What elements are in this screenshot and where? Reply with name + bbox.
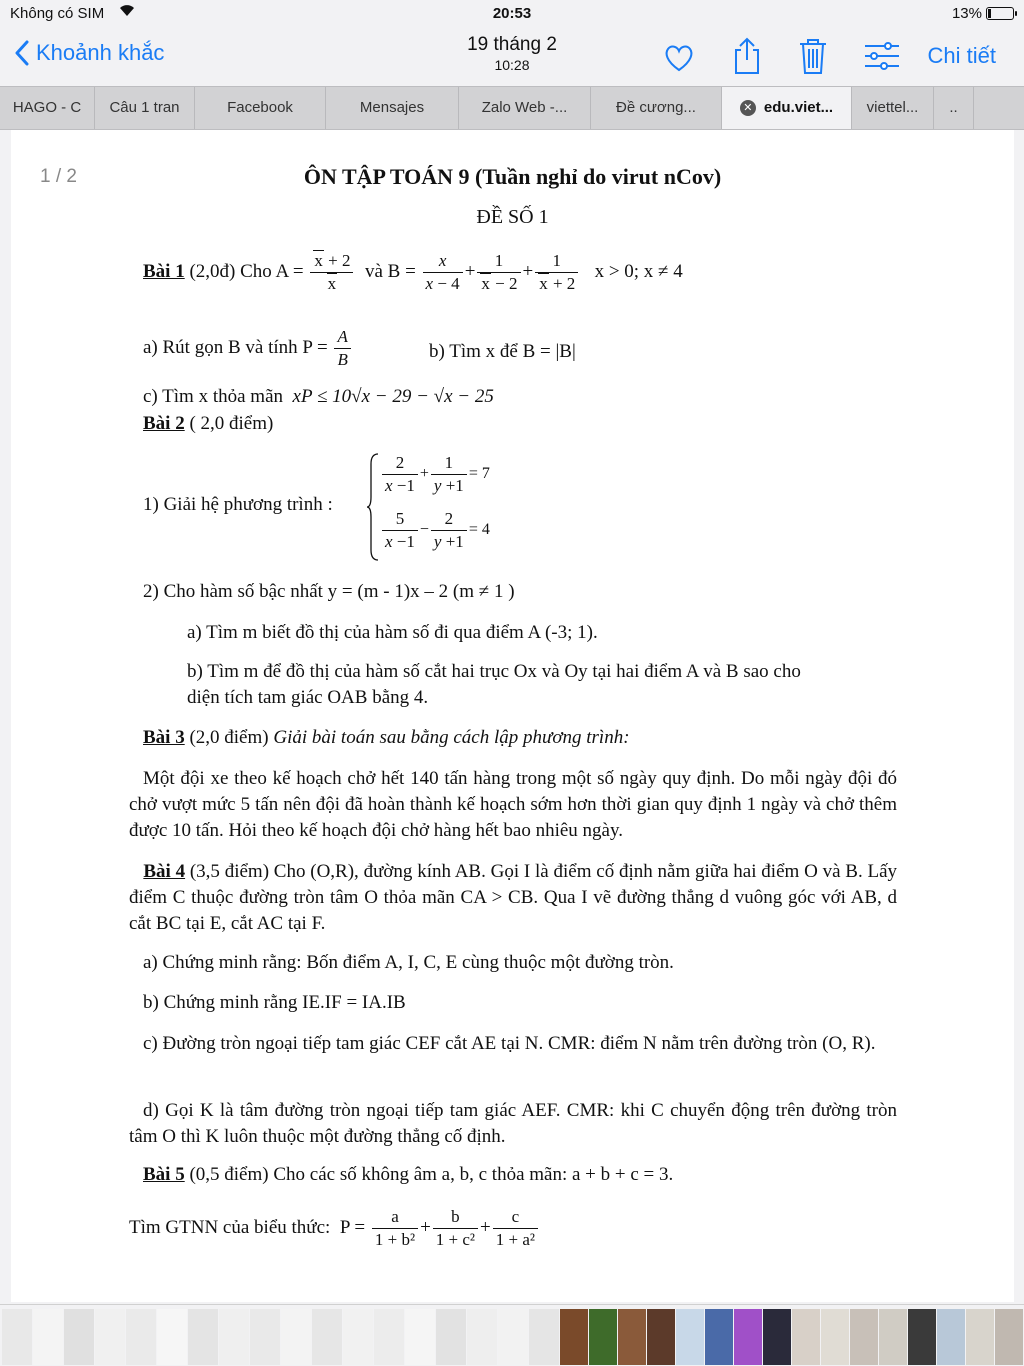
bai2-line (143, 413, 273, 435)
doc-subtitle: ĐỀ SỐ 1 (476, 206, 549, 228)
photo-thumbnail[interactable] (821, 1309, 849, 1365)
bai2-heading: Bài 2 (143, 413, 185, 434)
tab-more[interactable]: .. (934, 87, 974, 129)
photo-thumbnail[interactable] (734, 1309, 762, 1365)
bai1-b: b) Tìm x để B = |B| (429, 341, 576, 362)
photo-thumbnail[interactable] (126, 1309, 156, 1365)
bai5-body: (0,5 điểm) Cho các số không âm a, b, c thỏa mãn: a + b + c = 3. (189, 1164, 674, 1185)
bai1-a: a) Rút gọn B và tính P = $\frac{A}{B}$ (143, 326, 353, 371)
photo-thumbnail[interactable] (467, 1309, 497, 1365)
photo-thumbnail[interactable] (589, 1309, 617, 1365)
status-bar (0, 0, 1024, 26)
photo-thumbnail[interactable] (64, 1309, 94, 1365)
photo-thumbnail[interactable] (405, 1309, 435, 1365)
battery-percent: 13% (951, 5, 982, 22)
photo-thumbnail[interactable] (618, 1309, 646, 1365)
photo-thumbnail[interactable] (33, 1309, 63, 1365)
heart-icon[interactable] (661, 40, 697, 76)
bai4-a: a) Chứng minh rằng: Bốn điểm A, I, C, E cùng thuộc một đường tròn. (143, 952, 674, 973)
battery-icon (986, 7, 1014, 20)
bai4-body: (3,5 điểm) Cho (O,R), đường kính AB. Gọi I là điểm cố định nằm giữa hai điểm O và B. Lấy điểm C thuộc đường tròn tâm O thỏa mãn CA > CB. Qua I vẽ đường thẳng d vuông góc với AB, d cắt BC tại E, cắt AC tại F. (129, 861, 898, 934)
bai4-c: c) Đường tròn ngoại tiếp tam giác CEF cắt AE tại N. CMR: điểm N nằm trên đường tròn (O, R). (143, 1033, 876, 1054)
bai1-line: Bài 1 (2,0đ) Cho A = $\frac{x + 2}{x}$ và B = $\frac{x}{x - 4}$ + $\frac{1}{x - 2}$ + $\frac{1}{x + 2}$ x > 0; x ≠ 4 (143, 251, 683, 293)
tab-de-cuong[interactable]: Đề cương... (591, 87, 722, 129)
nav-bar (0, 26, 1024, 86)
bai2-qb-line2: diện tích tam giác OAB bằng 4. (187, 687, 429, 708)
photo-thumbnail[interactable] (647, 1309, 675, 1365)
photo-thumbnail[interactable] (937, 1309, 965, 1365)
tab-empty (974, 87, 1024, 129)
document-page: 1 / 2 ÔN TẬP TOÁN 9 (Tuần nghỉ do virut nCov) ĐỀ SỐ 1 Bài 1 (2,0đ) Cho A = $\frac{x + 2}{x}$ và B = $\frac{x}{x - 4}$ + $\frac{1}{x - 2}$ + $\frac{1}{x + 2}$ x > 0; x ≠ 4 a) Rút gọn B và tính P = $\frac{A}{B}$ b) Tìm x để B = |B| c) Tìm x thỏa mãn xP ≤ 10√x − 29 − √x − 25 Bài 2 ( 2,0 điểm) 1) Giải hệ phương trình : $\frac{2}{x -1}$ + $\frac{1}{y +1}$ = 7 $\frac{5}{x -1}$ − $\frac{2}{y +1}$ = 4 2) Cho hàm số bậc nhất y = (m - 1)x – 2 (m ≠ 1 ) a) Tìm m biết đồ thị của hàm số đi qua điểm A (-3; 1). b) Tìm m để đồ thị của hàm số cắt hai trục Ox và Oy tại hai điểm A và B sao cho diện tích tam giác OAB bằng 4. Bài 3 (2,0 điểm) Giải bài toán sau bằng cách lập phương trình: Một đội xe theo kế hoạch chở hết 140 tấn hàng trong một số ngày quy định. Do mỗi ngày đội đó chở vượt mức 5 tấn nên đội đã hoàn thành kế hoạch sớm hơn thời gian quy định 1 ngày và chở thêm được 10 tấn. Hỏi theo kế hoạch đội chở hàng hết bao nhiêu ngày. Bài 4 (3,5 điểm) Cho (O,R), đường kính AB. Gọi I là điểm cố định nằm giữa hai điểm O và B. Lấy điểm C thuộc đường tròn tâm O thỏa mãn CA > CB. Qua I vẽ đường thẳng d vuông góc với AB, d cắt BC tại E, cắt AC tại F. a) Chứng minh rằng: Bốn điểm A, I, C, E cùng thuộc một đường tròn. b) Chứng minh rằng IE.IF = IA.IB c) Đường tròn ngoại tiếp tam giác CEF cắt AE tại N. CMR: điểm N nằm trên đường tròn (O, R). d) Gọi K là tâm đường tròn ngoại tiếp tam giác AEF. CMR: khi C chuyển động trên đường tròn tâm O thì K luôn thuộc một đường thẳng cố định. Bài 5 (0,5 điểm) Cho các số không âm a, b, c thỏa mãn: a + b + c = 3. Tìm GTNN của biểu thức: P = $\frac{a}{\text{1 + b²}}$ + $\frac{b}{\text{1 + c²}}$ + $\frac{c}{\text{1 + a²}}$ (11, 130, 1014, 1302)
tab-hago[interactable]: HAGO - C (0, 87, 95, 129)
photo-thumbnail[interactable] (763, 1309, 791, 1365)
bai5-line (143, 1164, 673, 1186)
photo-thumbnail[interactable] (219, 1309, 249, 1365)
bai2-q2: 2) Cho hàm số bậc nhất y = (m - 1)x – 2 (m ≠ 1 ) (143, 581, 515, 602)
bai1-condition: x > 0; x ≠ 4 (594, 260, 683, 282)
photo-thumbnail[interactable] (95, 1309, 125, 1365)
bai2-q1: 1) Giải hệ phương trình : (143, 494, 333, 515)
bai1-heading: Bài 1 (143, 260, 185, 282)
photo-thumbnail[interactable] (157, 1309, 187, 1365)
bai2-intro: ( 2,0 điểm) (189, 413, 274, 434)
photo-thumbnail[interactable] (908, 1309, 936, 1365)
photo-thumbnail[interactable] (374, 1309, 404, 1365)
page-indicator: 1 / 2 (40, 166, 77, 187)
photo-date: 19 tháng 2 (467, 34, 557, 55)
tab-viettel[interactable]: viettel... (852, 87, 934, 129)
photo-thumbnail[interactable] (995, 1309, 1023, 1365)
carrier-label: Không có SIM (10, 5, 105, 22)
tab-facebook[interactable]: Facebook (195, 87, 326, 129)
bai3-line (143, 727, 630, 749)
photo-thumbnail[interactable] (436, 1309, 466, 1365)
photo-thumbnail[interactable] (529, 1309, 559, 1365)
bai5-heading: Bài 5 (143, 1164, 185, 1185)
battery-indicator (952, 5, 1014, 22)
photo-thumbnail[interactable] (188, 1309, 218, 1365)
photo-thumbnail[interactable] (343, 1309, 373, 1365)
photo-thumbnail[interactable] (250, 1309, 280, 1365)
close-icon[interactable]: ✕ (740, 100, 756, 116)
tab-cau1[interactable]: Câu 1 tran (95, 87, 195, 129)
back-label: Khoảnh khắc (36, 40, 165, 65)
tab-mensajes[interactable]: Mensajes (326, 87, 459, 129)
bai1-c-expression: xP ≤ 10√x − 29 − √x − 25 (292, 386, 494, 407)
brace-icon (366, 452, 380, 562)
bai3-intro: (2,0 điểm) (189, 727, 269, 748)
browser-tab-bar (0, 86, 1024, 130)
share-icon[interactable] (729, 36, 765, 72)
bai1-intro: (2,0đ) Cho A = (189, 260, 304, 282)
bai4-paragraph (129, 859, 897, 937)
photo-thumbnail[interactable] (560, 1309, 588, 1365)
bai4-d: d) Gọi K là tâm đường tròn ngoại tiếp tam giác AEF. CMR: khi C chuyển động trên đường tròn tâm O thì K luôn thuộc một đường thẳng cố định. (129, 1100, 897, 1147)
photo-thumbnail[interactable] (792, 1309, 820, 1365)
tab-zalo[interactable]: Zalo Web -... (459, 87, 591, 129)
bai3-body: Một đội xe theo kế hoạch chở hết 140 tấn hàng trong một số ngày quy định. Do mỗi ngày đội đó chở vượt mức 5 tấn nên đội đã hoàn thành kế hoạch sớm hơn thời gian quy định 1 ngày và chở thêm được 10 tấn. Hỏi theo kế hoạch đội chở hàng hết bao nhiêu ngày. (129, 768, 897, 841)
photo-thumbnail[interactable] (850, 1309, 878, 1365)
photo-time: 10:28 (494, 57, 530, 73)
photo-thumbnail[interactable] (312, 1309, 342, 1365)
adjustments-icon[interactable] (862, 38, 902, 74)
photo-thumbnail[interactable] (705, 1309, 733, 1365)
photo-thumbnail[interactable] (879, 1309, 907, 1365)
photo-thumbnail-strip[interactable] (0, 1304, 1024, 1366)
photo-thumbnail[interactable] (966, 1309, 994, 1365)
photo-thumbnail[interactable] (498, 1309, 528, 1365)
trash-icon[interactable] (795, 36, 831, 72)
photo-thumbnail[interactable] (281, 1309, 311, 1365)
bai3-task: Giải bài toán sau bằng cách lập phương trình: (273, 727, 630, 748)
bai4-b: b) Chứng minh rằng IE.IF = IA.IB (143, 992, 406, 1013)
bai5-find: Tìm GTNN của biểu thức: P = $\frac{a}{\text{1 + b²}}$ + $\frac{b}{\text{1 + c²}}$ + $\frac{c}{\text{1 + a²}}$ (129, 1206, 540, 1251)
bai1-c: c) Tìm x thỏa mãn xP ≤ 10√x − 29 − √x − 25 (143, 386, 494, 407)
status-time: 20:53 (492, 5, 532, 22)
photo-thumbnail[interactable] (676, 1309, 704, 1365)
detail-button[interactable]: Chi tiết (927, 43, 996, 68)
bai2-qa: a) Tìm m biết đồ thị của hàm số đi qua điểm A (-3; 1). (187, 622, 598, 643)
photo-thumbnail[interactable] (2, 1309, 32, 1365)
bai1-and-b: và B = (364, 260, 416, 282)
doc-title: ÔN TẬP TOÁN 9 (Tuần nghỉ do virut nCov) (303, 164, 722, 189)
tab-edu-viet[interactable]: ✕ edu.viet... (722, 87, 852, 129)
bai4-heading: Bài 4 (143, 861, 186, 882)
bai3-heading: Bài 3 (143, 727, 185, 748)
bai2-qb-line1: b) Tìm m để đồ thị của hàm số cắt hai trục Ox và Oy tại hai điểm A và B sao cho (187, 661, 801, 682)
